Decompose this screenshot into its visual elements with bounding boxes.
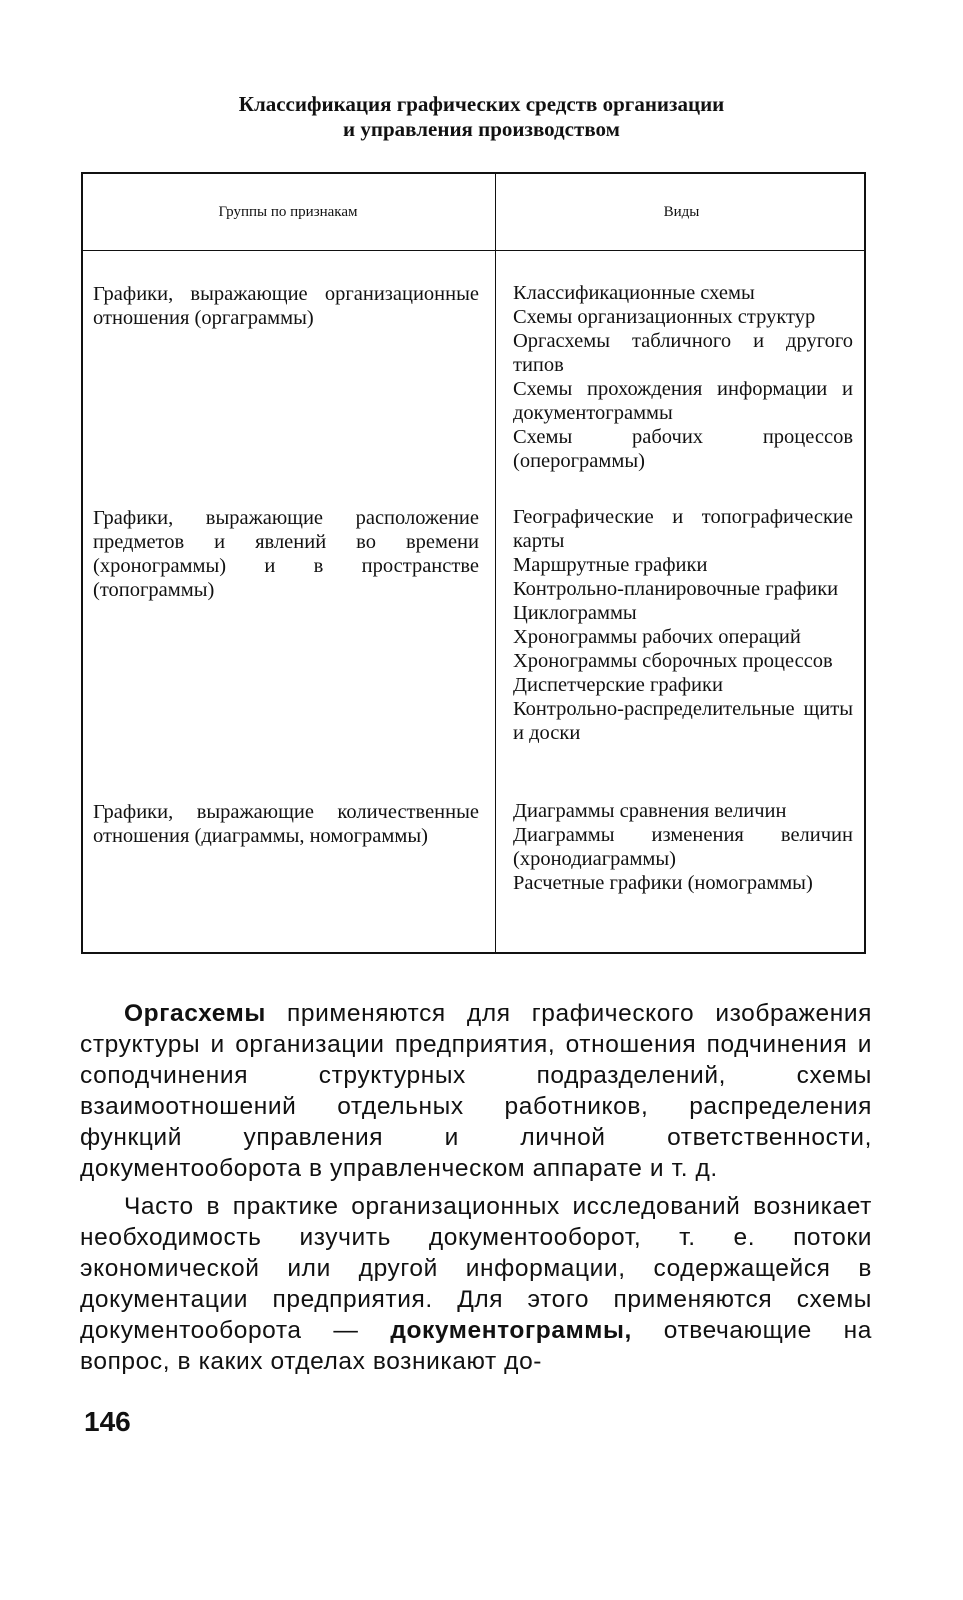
list-item: Контрольно-планировочные графики	[513, 578, 839, 600]
list-item: Классификационные схемы	[513, 282, 755, 304]
term-orgschemes: Оргасхемы	[124, 1000, 266, 1027]
table-row-3-kinds	[513, 799, 853, 895]
list-item: Географические и топографические карты	[513, 506, 853, 552]
table-row-3-group: Графики, выражающие количественные отношения (диаграммы, номограммы)	[93, 801, 479, 847]
table-border-left	[81, 174, 83, 952]
list-item: Схемы организационных структур	[513, 306, 816, 328]
term-documentograms: документограммы,	[390, 1317, 632, 1344]
table-column-divider	[495, 174, 496, 952]
paragraph-2-text-end: отвечающие на вопрос, в каких отделах возникают до-	[80, 1317, 872, 1375]
table-row-1-kinds	[513, 281, 853, 473]
list-item: Диаграммы изменения величин (хронодиаграммы)	[513, 824, 853, 870]
page-number: 146	[84, 1406, 131, 1437]
table-row-2-group: Графики, выражающие расположение предметов и явлений во времени (хронограммы) и в пространстве (топограммы)	[93, 507, 479, 601]
classification-table	[81, 172, 866, 954]
list-item: Схемы прохождения информации и документограммы	[513, 378, 853, 424]
title-line-1: Классификация графических средств организации	[238, 92, 725, 116]
paragraph-2-text-start: Часто в практике организационных исследований возникает необходимость изучить документооборот, т. е. потоки экономической или другой информации, содержащейся в документации предприятия. Для этого применяются схемы документооборота —	[80, 1193, 872, 1344]
paragraph-orgschemes	[80, 998, 872, 1184]
table-border-right	[864, 174, 866, 952]
list-item: Оргасхемы табличного и другого типов	[513, 330, 853, 376]
list-item: Диспетчерские графики	[513, 674, 723, 696]
list-item: Маршрутные графики	[513, 554, 708, 576]
paragraph-1-text: применяются для графического изображения структуры и организации предприятия, отношения подчинения и соподчинения структурных подразделений, схемы взаимоотношений отдельных работников, распределения функций управления и личной ответственности, документооборота в управленческом аппарате и т. д.	[80, 1000, 872, 1182]
page-title	[0, 92, 963, 142]
list-item: Схемы рабочих процессов (оперограммы)	[513, 426, 853, 472]
column-header-kinds: Виды	[663, 204, 700, 220]
table-row-2-kinds	[513, 505, 853, 745]
table-header-rule	[81, 250, 866, 251]
body-text	[80, 998, 872, 1377]
list-item: Диаграммы сравнения величин	[513, 800, 787, 822]
list-item: Хронограммы сборочных процессов	[513, 650, 833, 672]
table-row-1-group: Графики, выражающие организационные отношения (оргаграммы)	[93, 283, 479, 329]
list-item: Контрольно-распределительные щиты и доски	[513, 698, 853, 744]
list-item: Циклограммы	[513, 602, 637, 624]
paragraph-documentograms	[80, 1191, 872, 1377]
list-item: Расчетные графики (номограммы)	[513, 872, 813, 894]
title-line-2: и управления производством	[343, 117, 620, 141]
column-header-groups: Группы по признакам	[218, 204, 358, 220]
list-item: Хронограммы рабочих операций	[513, 626, 801, 648]
